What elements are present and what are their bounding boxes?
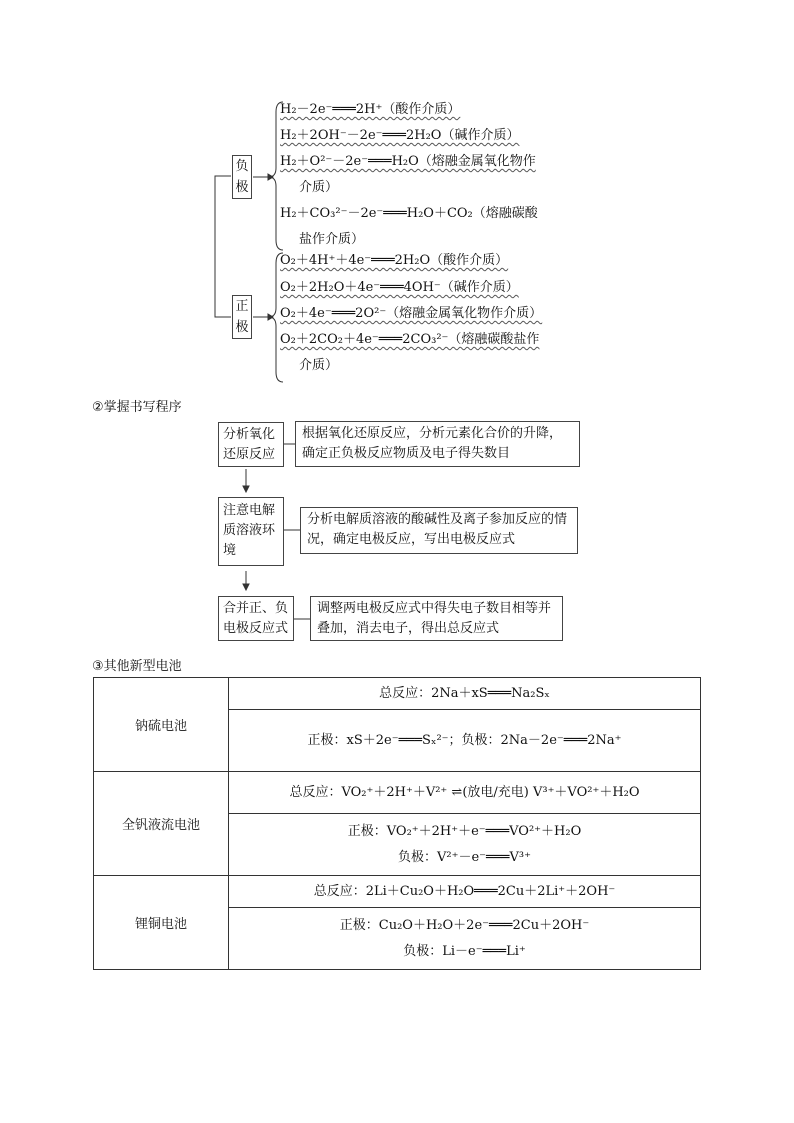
neg-eq-oxide: H₂＋O²⁻－2e⁻═══H₂O（熔融金属氧化物作 (280, 154, 536, 169)
pos-eq-base: O₂＋2H₂O＋4e⁻═══4OH⁻（碱作介质） (280, 280, 519, 295)
section2-heading: ②掌握书写程序 (92, 400, 182, 415)
positive-pole-label: 正 极 (232, 295, 252, 339)
sodium-sulfur-electrodes: 正极：xS＋2e⁻═══Sₓ²⁻；负极：2Na－2e⁻═══2Na⁺ (229, 710, 701, 772)
neg-eq-base: H₂＋2OH⁻－2e⁻═══2H₂O（碱作介质） (280, 128, 520, 143)
step1-label: 分析氧化 还原反应 (218, 422, 284, 467)
vanadium-negative: 负极：V²⁺－e⁻═══V³⁺ (398, 849, 531, 865)
neg-eq-acid: H₂－2e⁻═══2H⁺（酸作介质） (280, 102, 461, 117)
pos-eq-acid: O₂＋4H⁺＋4e⁻═══2H₂O（酸作介质） (280, 253, 509, 268)
table-row (94, 772, 701, 814)
neg-eq-carbonate-cont: 盐作介质） (299, 232, 365, 247)
step2-label: 注意电解 质溶液环 境 (218, 497, 284, 566)
sodium-sulfur-total: 总反应：2Na＋xS═══Na₂Sₓ (229, 678, 701, 710)
table-row (94, 876, 701, 908)
vanadium-total: 总反应：VO₂⁺＋2H⁺＋V²⁺ ⇌(放电/充电) V³⁺＋VO²⁺＋H₂O (229, 772, 701, 814)
battery-table (93, 677, 701, 970)
negative-pole-label: 负 极 (232, 155, 252, 199)
pos-eq-carbonate: O₂＋2CO₂＋4e⁻═══2CO₃²⁻（熔融碳酸盐作 (280, 332, 540, 347)
step2-desc: 分析电解质溶液的酸碱性及离子参加反应的情况，确定电极反应，写出电极反应式 (300, 507, 578, 554)
lithium-copper-positive: 正极：Cu₂O＋H₂O＋2e⁻═══2Cu＋2OH⁻ (339, 917, 590, 933)
step3-desc: 调整两电极反应式中得失电子数目相等并叠加，消去电子，得出总反应式 (310, 596, 563, 641)
battery-name-sodium-sulfur: 钠硫电池 (94, 678, 229, 772)
pos-eq-carbonate-cont: 介质） (299, 358, 339, 373)
neg-eq-carbonate: H₂＋CO₃²⁻－2e⁻═══H₂O＋CO₂（熔融碳酸 (280, 206, 538, 221)
pos-eq-oxide: O₂＋4e⁻═══2O²⁻（熔融金属氧化物作介质） (280, 306, 543, 321)
table-row (94, 678, 701, 710)
battery-name-vanadium-flow: 全钒液流电池 (94, 772, 229, 876)
step1-desc: 根据氧化还原反应，分析元素化合价的升降，确定正负极反应物质及电子得失数目 (295, 421, 580, 467)
lithium-copper-electrodes (229, 908, 701, 970)
battery-name-lithium-copper: 锂铜电池 (94, 876, 229, 970)
vanadium-electrodes (229, 814, 701, 876)
neg-eq-oxide-cont: 介质） (299, 180, 339, 195)
lithium-copper-negative: 负极：Li－e⁻═══Li⁺ (403, 943, 526, 959)
step3-label: 合并正、负 电极反应式 (218, 596, 294, 641)
section3-heading: ③其他新型电池 (92, 659, 182, 674)
vanadium-positive: 正极：VO₂⁺＋2H⁺＋e⁻═══VO²⁺＋H₂O (347, 823, 582, 839)
lithium-copper-total: 总反应：2Li＋Cu₂O＋H₂O═══2Cu＋2Li⁺＋2OH⁻ (229, 876, 701, 908)
